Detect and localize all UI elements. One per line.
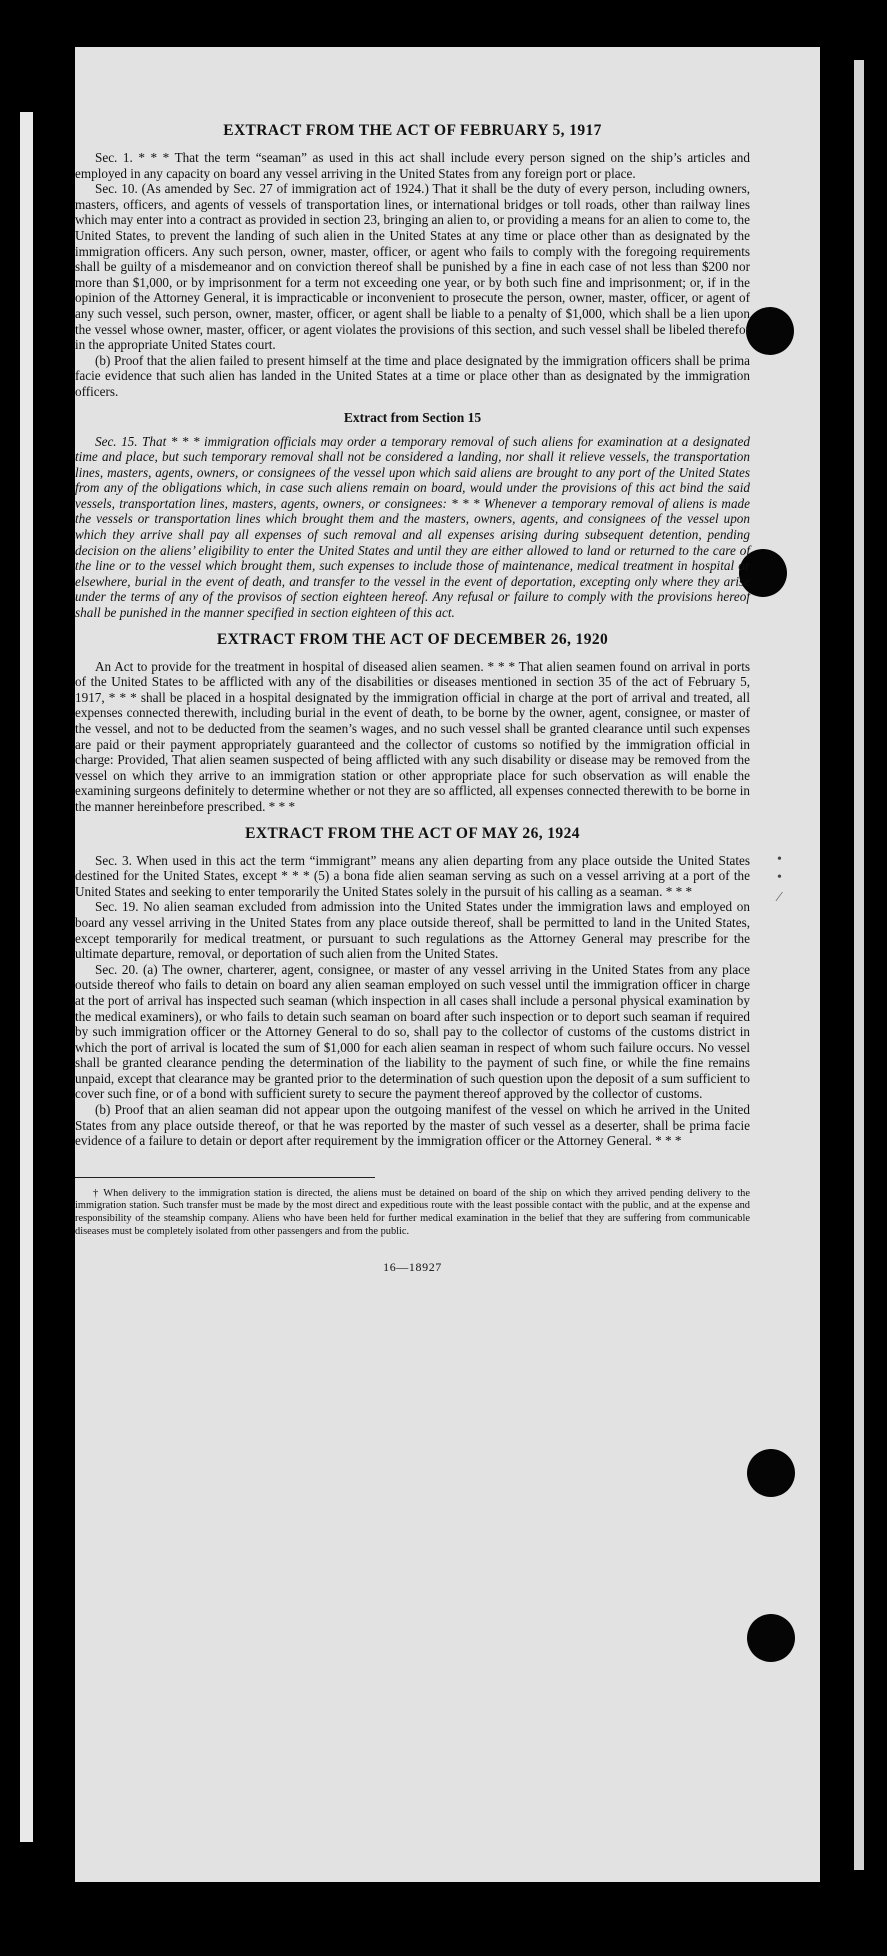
- heading-act-1924: EXTRACT FROM THE ACT OF MAY 26, 1924: [245, 824, 580, 842]
- act-1920-paragraph: An Act to provide for the treatment in hospital of diseased alien seamen. * * * That alien seamen found on arrival in ports of the United States to be afflicted with any of the disabilities or diseases mentioned in section 35 of the act of February 5, 1917, * * * shall be placed in a hospital designated by the immigration official in charge at the port of arrival and treated, all expenses connected therewith, including burial in the event of death, to be borne by the owner, agent, consignee, or master of the vessel, and not to be deducted from the seamen’s wages, and no such vessel shall be granted clearance until such expenses are paid or their payment appropriately guaranteed and the collector of customs so notified by the immigration official in charge: Provided, That alien seamen suspected of being afflicted with any such disability or disease may be removed from the vessel on which they arrive to an immigration station or other appropriate place for such observation as will enable the examining surgeons definitely to determine whether or not they are so afflicted, all expenses connected therewith to be borne in the manner hereinbefore prescribed. * * *: [75, 658, 750, 814]
- section-10b-paragraph: (b) Proof that the alien failed to present himself at the time and place designated by the immigration officers shall be prima facie evidence that such alien has landed in the United States at a time or place other than as designated by the immigration officers.: [75, 352, 750, 399]
- margin-mark: ⁄: [778, 890, 781, 905]
- section-1-paragraph: Sec. 1. * * * That the term “seaman” as used in this act shall include every person signed on the ship’s articles and employed in any capacity on board any vessel arriving in the United States from any foreign port or place.: [75, 150, 750, 181]
- section-20b-paragraph: (b) Proof that an alien seaman did not appear upon the outgoing manifest of the vessel on which he arrived in the United States from any place outside thereof, or that he was reported by the master of such vessel as a deserter, shall be prima facie evidence of a failure to detain or deport after requirement by the immigration officer or the Attorney General. * * *: [75, 1102, 750, 1149]
- margin-mark: •: [777, 852, 782, 867]
- section-20a-paragraph: Sec. 20. (a) The owner, charterer, agent, consignee, or master of any vessel arriving in the United States from any place outside thereof who fails to detain on board any alien seaman employed on such vessel until the immigration officer in charge at the port of arrival has inspected such seaman (which inspection in all cases shall include a personal physical examination by the medical examiners), or who fails to detain such seaman on board after such inspection or to deport such seaman if required by such immigration officer or the Attorney General to do so, shall pay to the collector of customs of the customs district in which the port of arrival is located the sum of $1,000 for each alien seaman in respect of whom such failure occurs. No vessel shall be granted clearance pending the determination of the liability to the payment of such fine, or while the fine remains unpaid, except that clearance may be granted prior to the determination of such question upon the deposit of a sum sufficient to cover such fine, or of a bond with sufficient surety to secure the payment thereof approved by the collector of customs.: [75, 961, 750, 1102]
- punch-hole: [746, 307, 794, 355]
- heading-act-1920: EXTRACT FROM THE ACT OF DECEMBER 26, 1920: [216, 630, 609, 648]
- footnote-divider: [75, 1177, 375, 1178]
- subheading-section-15: Extract from Section 15: [343, 409, 482, 425]
- punch-hole: [747, 1614, 795, 1662]
- section-10-paragraph: Sec. 10. (As amended by Sec. 27 of immigration act of 1924.) That it shall be the duty of every person, including owners, masters, officers, and agents of vessels of transportation lines, or international bridges or toll roads, other than railway lines which may enter into a contract as provided in section 23, bringing an alien to, or providing a means for an alien to come to, the United States, to prevent the landing of such alien in the United States at any time or place other than as designated by the immigration officers. Any such person, owner, master, officer, or agent who fails to comply with the foregoing requirements shall be guilty of a misdemeanor and on conviction thereof shall be punished by a fine in each case of not less than $200 nor more than $1,000, or by imprisonment for a term not exceeding one year, or by both such fine and imprisonment; or, if in the opinion of the Attorney General, it is impracticable or inconvenient to prosecute the person, owner, master, officer, or agent of any such vessel, such person, owner, master, officer, or agent shall be liable to a penalty of $1,000, which shall be a lien upon the vessel whose owner, master, officer, or agent violates the provisions of this section, and such vessel shall be libeled therefor in the appropriate United States court.: [75, 181, 750, 353]
- right-edge-strip: [854, 60, 864, 1870]
- heading-act-1917: EXTRACT FROM THE ACT OF FEBRUARY 5, 1917: [223, 122, 602, 139]
- section-19-paragraph: Sec. 19. No alien seaman excluded from admission into the United States under the immigration laws and employed on board any vessel arriving in the United States from any place outside thereof, shall be permitted to land in the United States, except temporarily for medical treatment, or pursuant to such regulations as the Attorney General may prescribe for the ultimate departure, removal, or deportation of such alien from the United States.: [75, 899, 750, 962]
- margin-mark: •: [777, 870, 782, 885]
- section-15-paragraph: Sec. 15. That * * * immigration officials may order a temporary removal of such aliens for examination at a designated time and place, but such temporary removal shall not be considered a landing, nor shall it relieve vessels, the transportation lines, masters, agents, owners, or consignees of the vessel upon which said aliens are brought to any port of the United States from any of the obligations which, in case such aliens remain on board, would under the provisions of this act bind the said vessels, transportation lines, masters, agents, owners, or consignees: * * * Whenever a temporary removal of aliens is made the vessels or transportation lines which brought them and the masters, owners, agents, and consignees of the vessel upon which they arrive shall pay all expenses of such removal and all expenses arising during subsequent detention, pending decision on the aliens’ eligibility to enter the United States and until they are either allowed to land or returned to the care of the line or to the vessel which brought them, such expenses to include those of maintenance, medical treatment in hospital or elsewhere, burial in the event of death, and transfer to the vessel in the event of deportation, excepting only where they arise under the terms of any of the provisos of section eighteen hereof. Any refusal or failure to comply with the provisions hereof shall be punished in the manner specified in section eighteen of this act.: [75, 433, 750, 621]
- form-code: 16—18927: [383, 1260, 442, 1275]
- left-edge-strip: [20, 112, 33, 1842]
- section-3-paragraph: Sec. 3. When used in this act the term “immigrant” means any alien departing from any place outside the United States destined for the United States, except * * * (5) a bona fide alien seaman serving as such on a vessel arriving at a port of the United States and seeking to enter temporarily the United States solely in the pursuit of his calling as a seaman. * * *: [75, 852, 750, 899]
- footnote: † When delivery to the immigration station is directed, the aliens must be detained on board of the ship on which they arrived pending delivery to the immigration station. Such transfer must be made by the most direct and expeditious route with the least possible contact with the public, and at the expense and responsibility of the steamship company. Aliens who have been held for further medical examination in the belief that they are suffering from communicable diseases must be completely isolated from other passengers and from the public.: [75, 1187, 750, 1237]
- document-body: [75, 122, 750, 1275]
- punch-hole: [747, 1449, 795, 1497]
